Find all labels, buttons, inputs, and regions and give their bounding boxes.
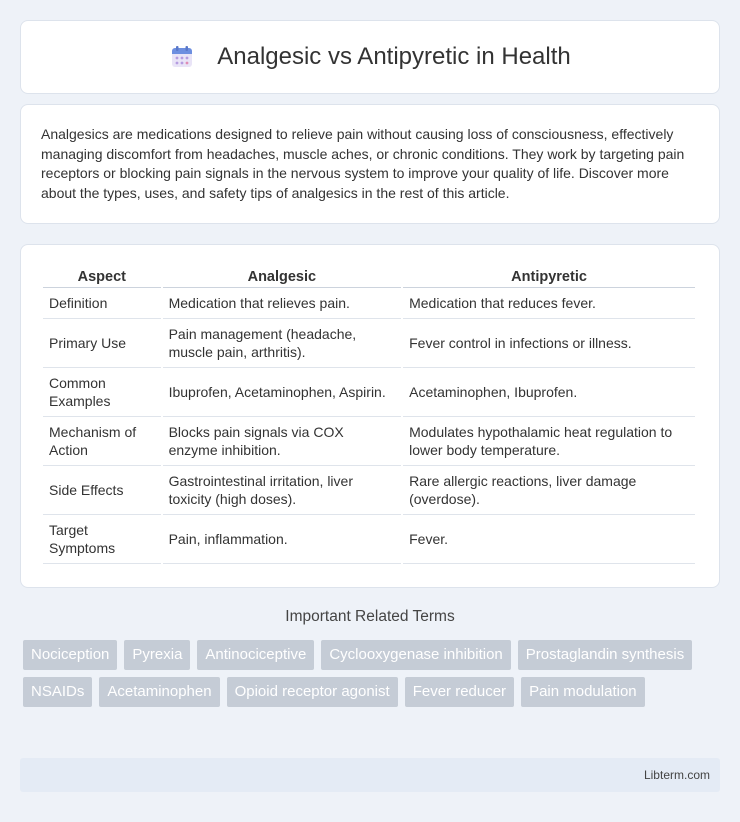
table-cell: Fever control in infections or illness. — [403, 319, 695, 368]
tag-pyrexia[interactable]: Pyrexia — [124, 640, 190, 670]
table-cell: Definition — [43, 288, 161, 319]
table-cell: Target Symptoms — [43, 515, 161, 564]
table-cell: Blocks pain signals via COX enzyme inhibition. — [163, 417, 402, 466]
table-cell: Side Effects — [43, 466, 161, 515]
table-cell: Primary Use — [43, 319, 161, 368]
tag-nsaids[interactable]: NSAIDs — [23, 677, 92, 707]
table-cell: Fever. — [403, 515, 695, 564]
related-terms-title: Important Related Terms — [285, 608, 455, 625]
table-cell: Pain management (headache, muscle pain, arthritis). — [163, 319, 402, 368]
tag-pain-modulation[interactable]: Pain modulation — [521, 677, 645, 707]
column-header-antipyretic: Antipyretic — [403, 265, 695, 288]
table-row — [43, 319, 695, 368]
table-cell: Medication that relieves pain. — [163, 288, 402, 319]
table-row — [43, 417, 695, 466]
table-cell: Acetaminophen, Ibuprofen. — [403, 368, 695, 417]
tag-opioid-receptor-agonist[interactable]: Opioid receptor agonist — [227, 677, 398, 707]
calendar-icon — [169, 44, 195, 70]
tag-cyclooxygenase-inhibition[interactable]: Cyclooxygenase inhibition — [321, 640, 510, 670]
table-cell: Rare allergic reactions, liver damage (overdose). — [403, 466, 695, 515]
table-cell: Medication that reduces fever. — [403, 288, 695, 319]
comparison-card — [20, 244, 720, 588]
related-terms-list — [23, 640, 723, 707]
table-cell: Common Examples — [43, 368, 161, 417]
table-row — [43, 515, 695, 564]
table-row — [43, 466, 695, 515]
tag-nociception[interactable]: Nociception — [23, 640, 117, 670]
intro-card — [20, 104, 720, 224]
table-cell: Modulates hypothalamic heat regulation to lower body temperature. — [403, 417, 695, 466]
column-header-analgesic: Analgesic — [163, 265, 402, 288]
table-header-row — [43, 265, 695, 288]
column-header-aspect: Aspect — [43, 265, 161, 288]
table-row — [43, 288, 695, 319]
table-cell: Gastrointestinal irritation, liver toxicity (high doses). — [163, 466, 402, 515]
table-cell: Mechanism of Action — [43, 417, 161, 466]
intro-paragraph: Analgesics are medications designed to relieve pain without causing loss of consciousness, effectively managing discomfort from headaches, muscle aches, or chronic conditions. They work by targeting pain receptors or blocking pain signals in the nervous system to improve your quality of life. Discover more about the types, uses, and safety tips of analgesics in the rest of this article. — [41, 126, 685, 201]
header-card — [20, 20, 720, 94]
table-cell: Ibuprofen, Acetaminophen, Aspirin. — [163, 368, 402, 417]
footer — [20, 758, 720, 792]
comparison-table — [41, 265, 697, 564]
table-row — [43, 368, 695, 417]
table-cell: Pain, inflammation. — [163, 515, 402, 564]
tag-fever-reducer[interactable]: Fever reducer — [405, 677, 514, 707]
tag-acetaminophen[interactable]: Acetaminophen — [99, 677, 219, 707]
page-title: Analgesic vs Antipyretic in Health — [217, 43, 571, 70]
footer-brand[interactable]: Libterm.com — [643, 768, 710, 782]
tag-antinociceptive[interactable]: Antinociceptive — [197, 640, 314, 670]
tag-prostaglandin-synthesis[interactable]: Prostaglandin synthesis — [518, 640, 692, 670]
